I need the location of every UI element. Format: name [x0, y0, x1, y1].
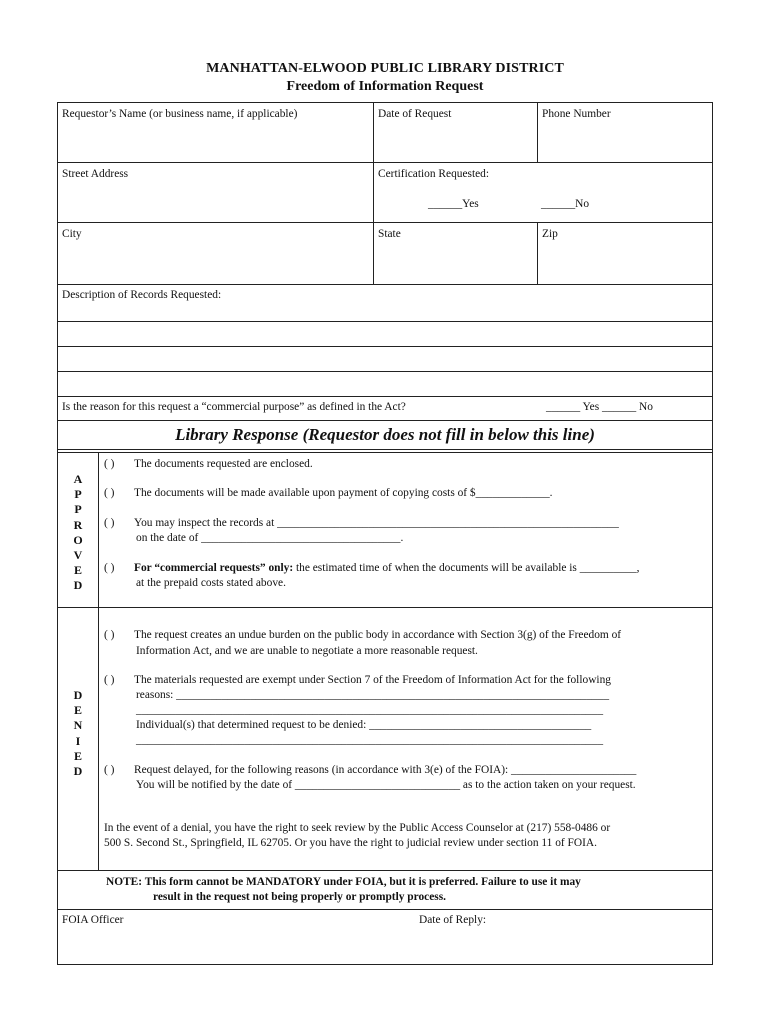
denied-option-text: reasons: ____________________________________________________________________________ [136, 689, 610, 701]
denied-option-text: The request creates an undue burden on the public body in accordance with Section 3(g) of the Freedom of [134, 629, 622, 641]
divider [57, 870, 713, 871]
approved-option-text: For “commercial requests” only: the estimated time of when the documents will be available is __________, [134, 562, 640, 574]
approved-checkbox[interactable]: ( ) [104, 458, 115, 470]
certification-yes[interactable]: ______Yes [428, 198, 479, 210]
description-field[interactable]: Description of Records Requested: [62, 289, 222, 301]
divider [57, 449, 713, 450]
denied-option-text: Individual(s) that determined request to be denied: _______________________________________ [136, 719, 592, 731]
denied-checkbox[interactable]: ( ) [104, 629, 115, 641]
divider [57, 162, 713, 163]
approved-checkbox[interactable]: ( ) [104, 487, 115, 499]
approved-checkbox[interactable]: ( ) [104, 562, 115, 574]
approved-option-text: on the date of ___________________________________. [136, 532, 404, 544]
approved-option-text: The documents requested are enclosed. [134, 458, 313, 470]
denied-checkbox[interactable]: ( ) [104, 674, 115, 686]
approved-checkbox[interactable]: ( ) [104, 517, 115, 529]
library-response-heading: Library Response (Requestor does not fill in below this line) [175, 425, 595, 444]
table-left-border [57, 102, 58, 964]
street-address-field[interactable]: Street Address [62, 168, 129, 180]
foia-officer-field[interactable]: FOIA Officer [62, 914, 124, 926]
zip-field[interactable]: Zip [542, 228, 558, 240]
denial-notice: In the event of a denial, you have the right to seek review by the Public Access Counselor at (217) 558-0486 or [104, 822, 611, 834]
denied-option-text: Information Act, and we are unable to negotiate a more reasonable request. [136, 645, 478, 657]
approved-label: A P P R O V E D [73, 472, 83, 593]
divider [57, 452, 713, 453]
divider [57, 321, 713, 322]
divider [57, 909, 713, 910]
requestor-name-field[interactable]: Requestor’s Name (or business name, if applicable) [62, 108, 298, 120]
approved-option-text: at the prepaid costs stated above. [136, 577, 286, 589]
note-text: NOTE: This form cannot be MANDATORY under FOIA, but it is preferred. Failure to use it may [106, 876, 581, 888]
divider [57, 346, 713, 347]
phone-number-field[interactable]: Phone Number [542, 108, 611, 120]
certification-no[interactable]: ______No [541, 198, 590, 210]
divider [57, 396, 713, 397]
certification-label: Certification Requested: [378, 168, 490, 180]
note-text: result in the request not being properly or promptly process. [153, 891, 447, 903]
date-of-request-field[interactable]: Date of Request [378, 108, 452, 120]
divider [57, 284, 713, 285]
divider [57, 607, 713, 608]
commercial-purpose-answer[interactable]: ______ Yes ______ No [546, 401, 653, 413]
divider [57, 420, 713, 421]
denial-notice: 500 S. Second St., Springfield, IL 62705. Or you have the right to judicial review under section 11 of FOIA. [104, 837, 597, 849]
state-field[interactable]: State [378, 228, 401, 240]
denied-label: D E N I E D [73, 688, 83, 779]
table-right-border [712, 102, 713, 964]
form-title: Freedom of Information Request [286, 79, 484, 94]
divider [57, 371, 713, 372]
date-of-reply-field[interactable]: Date of Reply: [419, 914, 487, 926]
table-bottom-border [57, 964, 713, 965]
denied-option-text: __________________________________________________________________________________ [136, 734, 604, 746]
denied-option-text: Request delayed, for the following reasons (in accordance with 3(e) of the FOIA): ______________________ [134, 764, 637, 776]
denied-option-text: You will be notified by the date of _____________________________ as to the action taken on your request. [136, 779, 636, 791]
divider [537, 102, 538, 162]
denied-option-text: The materials requested are exempt under Section 7 of the Freedom of Information Act for the following [134, 674, 611, 686]
divider [373, 102, 374, 284]
divider [537, 222, 538, 284]
divider [57, 222, 713, 223]
approved-option-text: You may inspect the records at ____________________________________________________________ [134, 517, 619, 529]
divider [98, 452, 99, 870]
denied-option-text: __________________________________________________________________________________ [136, 704, 604, 716]
city-field[interactable]: City [62, 228, 82, 240]
approved-option-text: The documents will be made available upon payment of copying costs of $_____________. [134, 487, 553, 499]
org-title: MANHATTAN-ELWOOD PUBLIC LIBRARY DISTRICT [206, 61, 564, 76]
commercial-purpose-question: Is the reason for this request a “commercial purpose” as defined in the Act? [62, 401, 406, 413]
table-top-border [57, 102, 713, 103]
denied-checkbox[interactable]: ( ) [104, 764, 115, 776]
